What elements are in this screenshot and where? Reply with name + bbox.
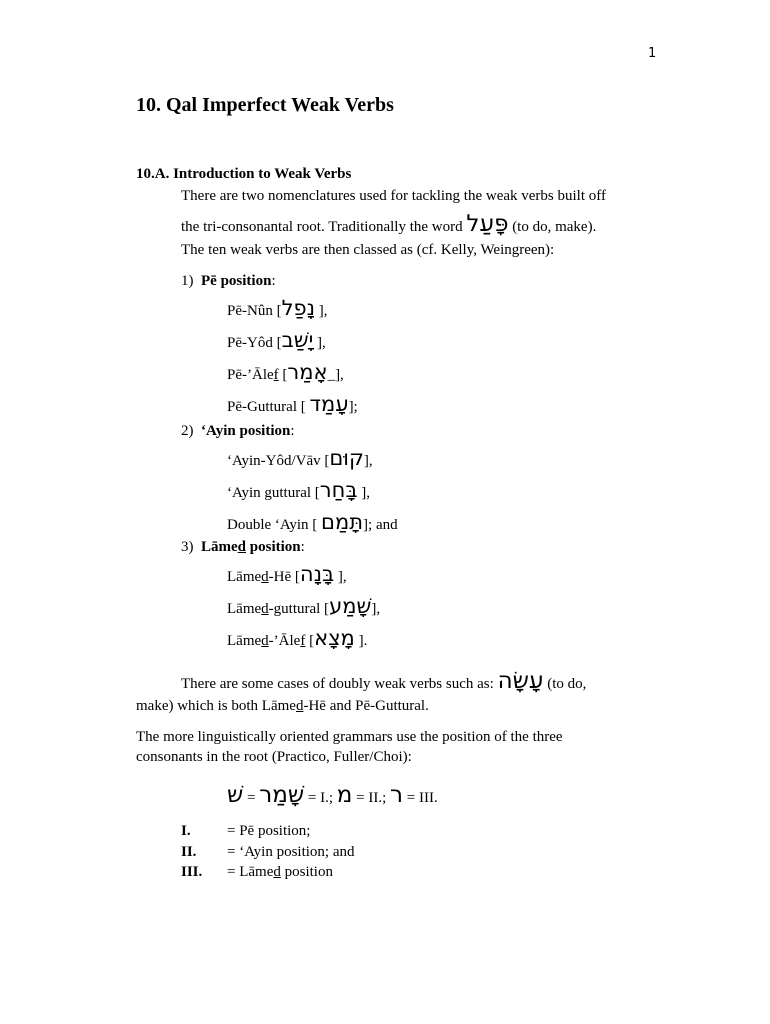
- item-label: -Hē [: [268, 569, 300, 585]
- hebrew-word: עָמַד: [309, 392, 349, 416]
- hebrew-letter-mem: מ: [336, 782, 353, 808]
- page-number: 1: [648, 46, 657, 61]
- item-close: ],: [357, 485, 370, 501]
- intro-text-after: (to do, make).: [508, 219, 597, 235]
- group-colon: :: [271, 273, 276, 289]
- group-pe-heading: [181, 271, 276, 291]
- hebrew-word: אָמַר: [287, 360, 328, 384]
- doubly-weak-line-2: [136, 696, 429, 716]
- section-title: 10.A. Introduction to Weak Verbs: [136, 166, 352, 182]
- group-title: position: [246, 539, 301, 555]
- list-item-ayin-guttural: [227, 480, 370, 503]
- item-label: Double ‘Ayin [: [227, 517, 322, 533]
- hebrew-word: נָפַל: [281, 296, 316, 320]
- paragraph-text: make) which is both Lāme: [136, 698, 296, 714]
- hebrew-word-asah: עָשָׂה: [497, 668, 544, 694]
- item-label-underlined: d: [261, 601, 269, 617]
- position-text: = Lāme: [227, 864, 274, 880]
- item-label: [: [305, 633, 315, 649]
- position-text: position: [280, 864, 333, 880]
- hebrew-letter-shin: שׁ: [227, 782, 244, 808]
- item-close: ],: [313, 335, 326, 351]
- hebrew-word: יָשַׁב: [281, 328, 314, 352]
- hebrew-word: קוּם: [329, 446, 364, 470]
- list-item-pe-nun: [227, 298, 328, 321]
- roman-numeral-ii: II.: [181, 844, 197, 860]
- group-number: 1): [181, 273, 194, 289]
- group-title: Pē position: [201, 273, 272, 289]
- item-label: Lāme: [227, 601, 262, 617]
- item-close: _],: [327, 367, 344, 383]
- group-colon: :: [290, 423, 295, 439]
- list-item-lamed-guttural: [227, 596, 380, 619]
- item-label: -guttural [: [268, 601, 330, 617]
- intro-line-2: [181, 211, 597, 237]
- hebrew-word: בָּחַר: [319, 478, 358, 502]
- item-label: Pē-Nûn [: [227, 303, 282, 319]
- intro-text-before: the tri-consonantal root. Traditionally the word: [181, 219, 467, 235]
- equation-text: = II.;: [352, 790, 391, 806]
- group-lamed-heading: [181, 537, 305, 557]
- item-label: Pē-Yôd [: [227, 335, 282, 351]
- item-label-underlined: f: [300, 633, 306, 649]
- paragraph-text-underlined: d: [295, 698, 304, 714]
- item-label: [: [278, 367, 288, 383]
- hebrew-letter-resh: ר: [390, 782, 404, 808]
- list-item-lamed-alef: [227, 628, 367, 651]
- group-title-underlined: d: [237, 539, 247, 555]
- paragraph-text: (to do,: [543, 676, 587, 692]
- list-item-pe-yod: [227, 330, 326, 353]
- paragraph-text: There are some cases of doubly weak verbs such as:: [181, 676, 498, 692]
- item-close: ],: [315, 303, 328, 319]
- item-label: ‘Ayin guttural [: [227, 485, 320, 501]
- item-close: ];: [348, 399, 358, 415]
- list-item-pe-alef: [227, 362, 344, 385]
- group-colon: :: [300, 539, 305, 555]
- roman-numeral-iii: III.: [181, 864, 203, 880]
- position-text-i: = Pē position;: [227, 823, 311, 839]
- item-label-underlined: d: [261, 569, 269, 585]
- item-label: Pē-’Āle: [227, 367, 274, 383]
- item-close: ],: [363, 453, 373, 469]
- item-label: Lāme: [227, 569, 262, 585]
- doubly-weak-line-1: [181, 668, 587, 694]
- item-label: -’Āle: [268, 633, 301, 649]
- item-label: ‘Ayin-Yôd/Vāv [: [227, 453, 330, 469]
- item-label: Pē-Guttural [: [227, 399, 310, 415]
- item-label-underlined: d: [261, 633, 269, 649]
- group-number: 3): [181, 539, 194, 555]
- intro-line-3: The ten weak verbs are then classed as (cf. Kelly, Weingreen):: [181, 242, 555, 258]
- item-label-underlined: f: [273, 367, 279, 383]
- group-number: 2): [181, 423, 194, 439]
- list-item-double-ayin: [227, 512, 398, 535]
- position-text-ii: = ‘Ayin position; and: [227, 844, 355, 860]
- hebrew-word-shamar: שָׁמַר: [259, 782, 305, 808]
- intro-line-1: There are two nomenclatures used for tackling the weak verbs built off: [181, 188, 606, 204]
- equation-text: =: [243, 790, 260, 806]
- list-item-lamed-he: [227, 564, 347, 587]
- position-text-underlined: d: [273, 864, 281, 880]
- linguistic-line-1: The more linguistically oriented grammars use the position of the three: [136, 729, 563, 745]
- hebrew-word-paal: פָּעַל: [466, 211, 509, 237]
- hebrew-word: תָּמַם: [321, 510, 364, 534]
- group-ayin-heading: [181, 421, 295, 441]
- item-label: Lāme: [227, 633, 262, 649]
- item-close: ]; and: [363, 517, 398, 533]
- roman-numeral-i: I.: [181, 823, 191, 839]
- hebrew-word: בָּנָה: [299, 562, 335, 586]
- position-text-iii: [227, 862, 333, 882]
- paragraph-text: -Hē and Pē-Guttural.: [303, 698, 429, 714]
- item-close: ],: [334, 569, 347, 585]
- linguistic-line-2: consonants in the root (Practico, Fuller/Choi):: [136, 749, 412, 765]
- equation-text: = I.;: [304, 790, 337, 806]
- group-title: Lāme: [201, 539, 238, 555]
- item-close: ].: [354, 633, 368, 649]
- hebrew-word: מָצָא: [314, 626, 355, 650]
- list-item-pe-guttural: [227, 394, 358, 417]
- group-title: ‘Ayin position: [201, 423, 291, 439]
- root-position-equation: [227, 782, 438, 808]
- hebrew-word: שָׁמַע: [329, 594, 372, 618]
- equation-text: = III.: [403, 790, 438, 806]
- list-item-ayin-yod-vav: [227, 448, 373, 471]
- chapter-title: 10. Qal Imperfect Weak Verbs: [136, 94, 394, 116]
- item-close: ],: [371, 601, 381, 617]
